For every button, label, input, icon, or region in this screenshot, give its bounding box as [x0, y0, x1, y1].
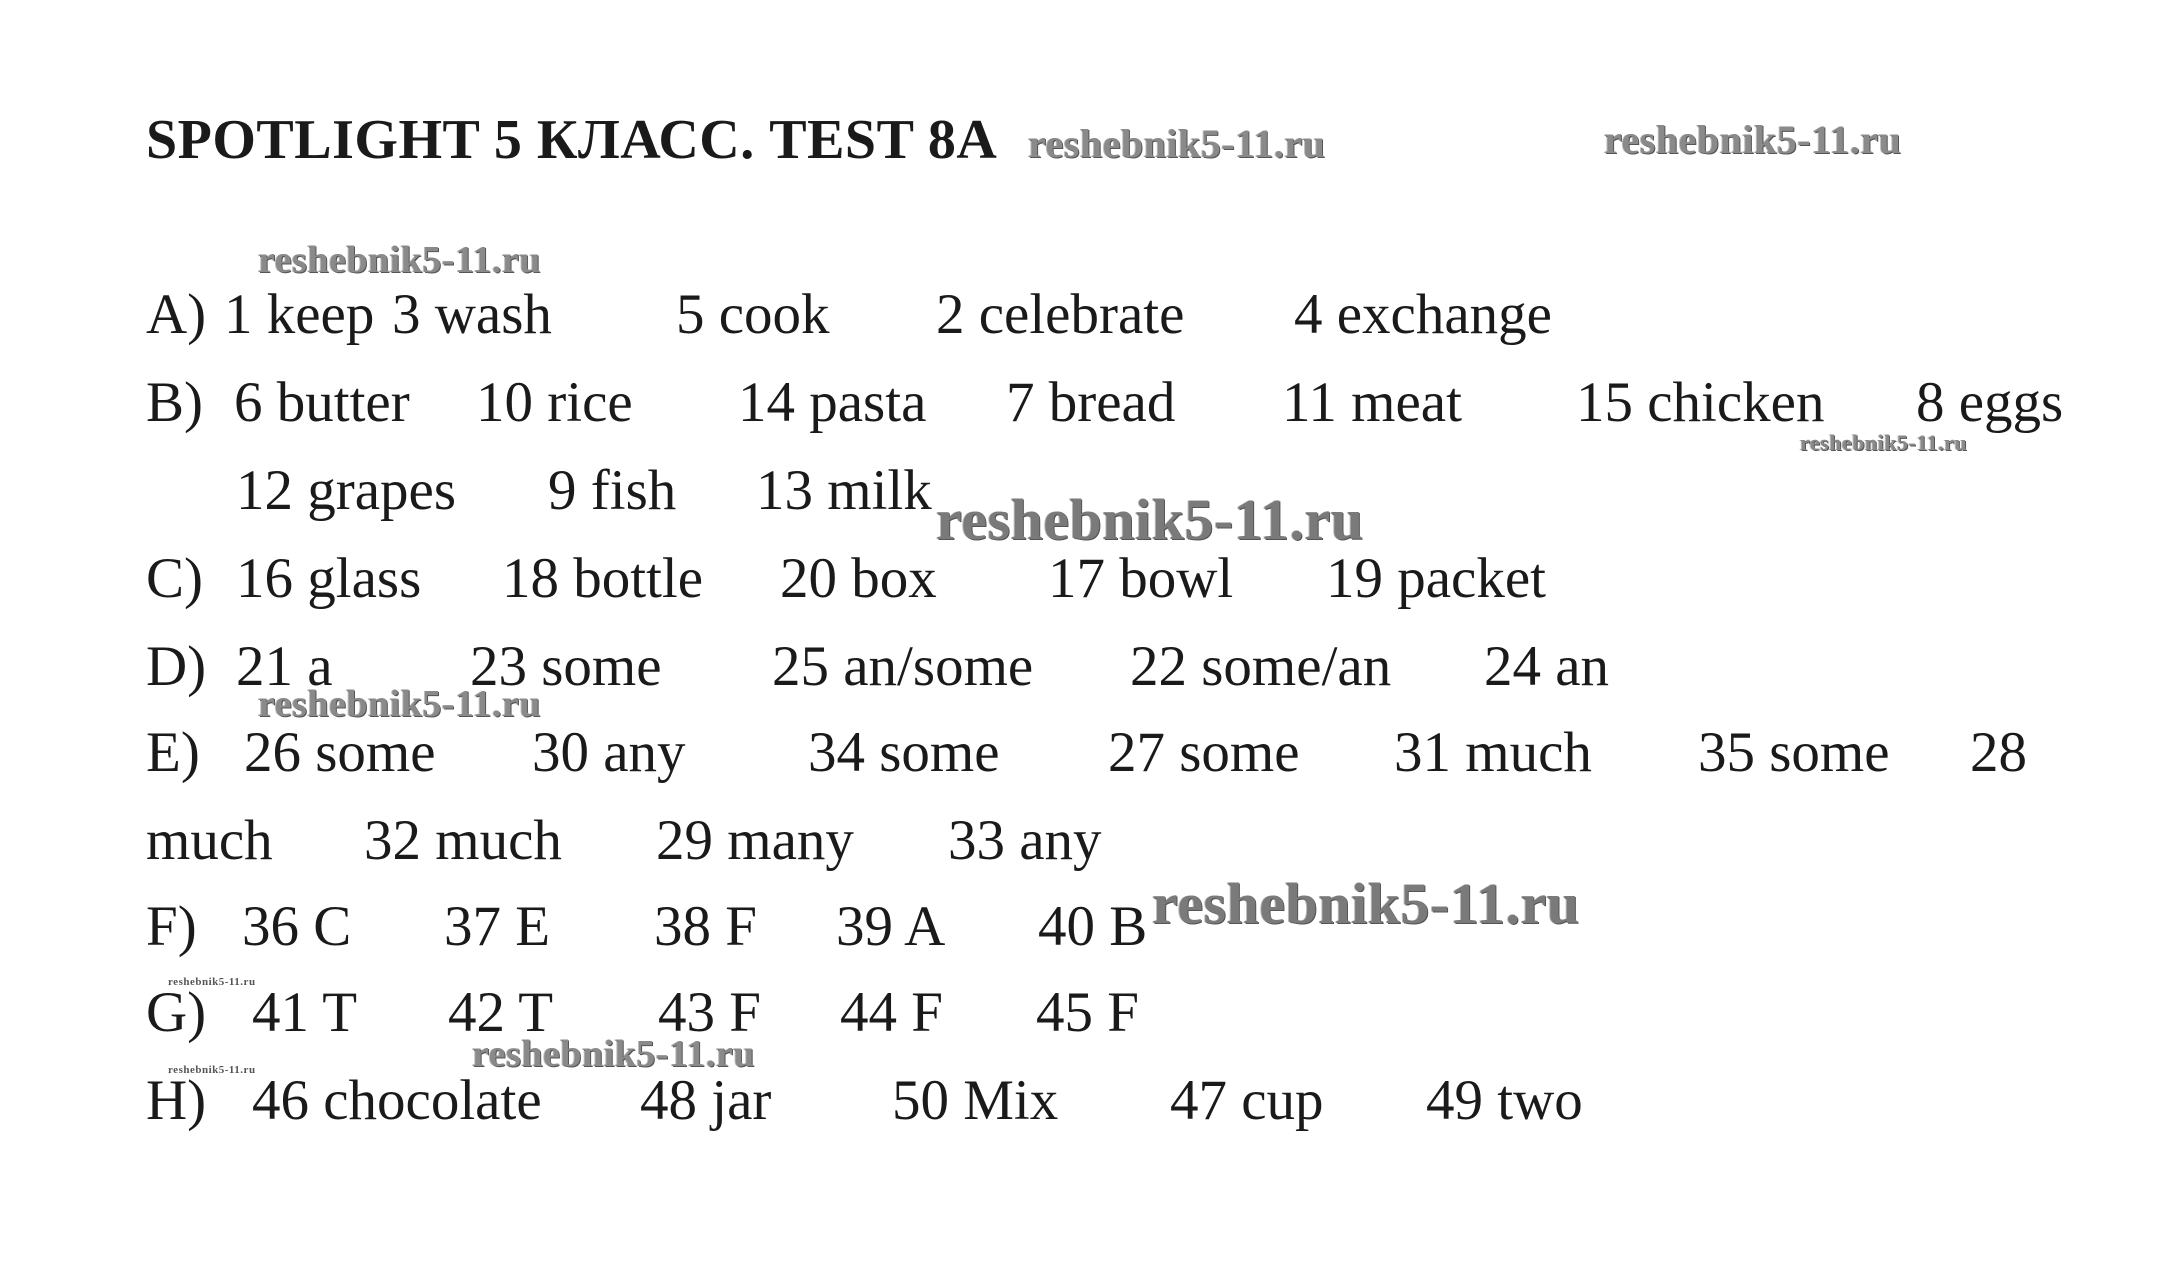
answer-item: 6 butter [234, 371, 410, 434]
answer-item: 37 E [444, 895, 551, 958]
watermark: reshebnik5-11.ru [258, 683, 541, 725]
answer-item: 44 F [840, 981, 943, 1044]
answer-item: 50 Mix [892, 1069, 1059, 1132]
answer-item: 48 jar [640, 1069, 772, 1132]
answer-item: 36 C [242, 895, 352, 958]
watermark: reshebnik5-11.ru [1028, 121, 1326, 166]
answer-item: 34 some [808, 721, 1000, 784]
watermark: reshebnik5-11.ru [1604, 117, 1902, 162]
answer-item: 41 T [252, 981, 358, 1044]
section-f-label: F) [146, 895, 197, 958]
answer-item: 25 an/some [772, 635, 1034, 698]
answer-item: 28 [1970, 721, 2027, 784]
watermark: reshebnik5-11.ru [1152, 871, 1580, 936]
answer-item: 49 two [1426, 1069, 1583, 1132]
answer-item: 43 F [658, 981, 761, 1044]
answer-item: 16 glass [236, 547, 422, 610]
section-g-label: G) [146, 981, 207, 1044]
answer-item: 32 much [364, 809, 562, 872]
answer-item: 45 F [1036, 981, 1139, 1044]
answer-item: 40 B [1038, 895, 1148, 958]
watermark: reshebnik5-11.ru [936, 487, 1364, 552]
answer-item: 18 bottle [502, 547, 704, 610]
section-c-label: C) [146, 547, 203, 610]
watermark: reshebnik5-11.ru [472, 1033, 755, 1075]
answer-item: 39 A [836, 895, 946, 958]
answer-item: 8 eggs [1916, 371, 2064, 434]
answer-item: 23 some [470, 635, 662, 698]
answer-item: 14 pasta [738, 371, 927, 434]
answer-item: 12 grapes [236, 459, 457, 522]
answer-item: 21 a [236, 635, 333, 698]
answer-item: 35 some [1698, 721, 1890, 784]
answer-item: 26 some [244, 721, 436, 784]
answer-item: 7 bread [1006, 371, 1176, 434]
section-b-label: B) [146, 371, 203, 434]
section-h-label: H) [146, 1069, 207, 1132]
answer-item: 22 some/an [1130, 635, 1392, 698]
answer-item: much [146, 809, 273, 872]
answer-item: 4 exchange [1294, 283, 1552, 346]
answer-item: 38 F [654, 895, 757, 958]
answer-item: 1 keep [224, 283, 375, 346]
watermark: reshebnik5-11.ru [1800, 430, 1968, 455]
answer-item: 30 any [532, 721, 686, 784]
watermark: reshebnik5-11.ru [168, 976, 256, 988]
section-e-label: E) [146, 721, 200, 784]
answer-item: 10 rice [476, 371, 633, 434]
section-d-label: D) [146, 635, 207, 698]
answer-item: 3 wash [392, 283, 552, 346]
answer-item: 42 T [448, 981, 554, 1044]
answer-item: 20 box [780, 547, 937, 610]
answer-item: 46 chocolate [252, 1069, 542, 1132]
answer-item: 2 celebrate [936, 283, 1185, 346]
page-title: SPOTLIGHT 5 КЛАСС. TEST 8A [146, 109, 998, 171]
answer-item: 11 meat [1282, 371, 1462, 434]
answer-item: 9 fish [548, 459, 677, 522]
watermark: reshebnik5-11.ru [258, 239, 541, 281]
answer-item: 29 many [656, 809, 854, 872]
section-a-label: A) [146, 283, 207, 346]
answer-item: 33 any [948, 809, 1102, 872]
answer-item: 13 milk [756, 459, 932, 522]
answer-item: 27 some [1108, 721, 1300, 784]
answer-item: 5 cook [676, 283, 830, 346]
answer-item: 31 much [1394, 721, 1592, 784]
answer-item: 19 packet [1326, 547, 1546, 610]
answer-item: 47 cup [1170, 1069, 1324, 1132]
answer-item: 15 chicken [1576, 371, 1825, 434]
watermark: reshebnik5-11.ru [168, 1064, 256, 1076]
answer-item: 17 bowl [1048, 547, 1234, 610]
answer-item: 24 an [1484, 635, 1610, 698]
